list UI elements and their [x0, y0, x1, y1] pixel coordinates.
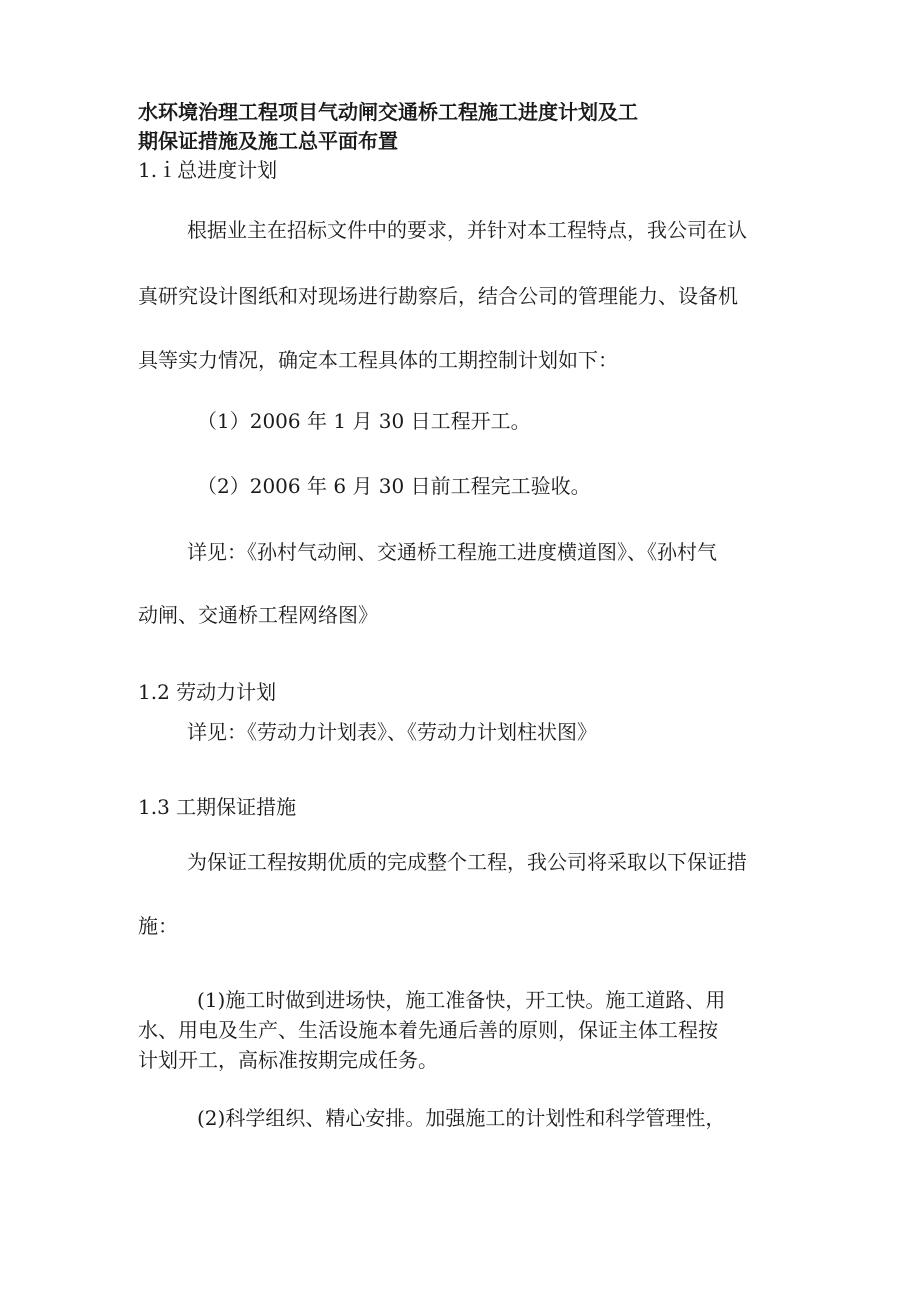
schedule-reference-line-1: 详见：《孙村气动闸、交通桥工程施工进度横道图》、《孙村气	[187, 540, 717, 564]
measure-1-line-1: (1)施工时做到进场快，施工准备快，开工快。施工道路、用	[197, 988, 726, 1012]
document-title-line-2: 期保证措施及施工总平面布置	[138, 129, 398, 153]
schedule-paragraph-line-3: 具等实力情况，确定本工程具体的工期控制计划如下：	[138, 348, 618, 372]
labor-reference: 详见：《劳动力计划表》、《劳动力计划柱状图》	[187, 720, 597, 744]
section-heading-labor: 1.2 劳动力计划	[138, 680, 277, 704]
measure-1-line-2: 水、用电及生产、生活设施本着先通后善的原则，保证主体工程按	[138, 1018, 718, 1042]
schedule-reference-line-2: 动闸、交通桥工程网络图》	[138, 603, 378, 627]
guarantee-intro-line-2: 施：	[138, 914, 178, 938]
schedule-paragraph-line-1: 根据业主在招标文件中的要求，并针对本工程特点，我公司在认	[187, 218, 747, 242]
section-heading-guarantee: 1.3 工期保证措施	[138, 795, 297, 819]
measure-2-line-1: (2)科学组织、精心安排。加强施工的计划性和科学管理性，	[197, 1106, 726, 1130]
section-heading-schedule: 1.ｉ总进度计划	[138, 158, 278, 182]
guarantee-intro-line-1: 为保证工程按期优质的完成整个工程，我公司将采取以下保证措	[187, 850, 747, 874]
schedule-item-start: （1）2006 年 1 月 30 日工程开工。	[197, 409, 531, 433]
schedule-item-complete: （2）2006 年 6 月 30 日前工程完工验收。	[197, 474, 591, 498]
schedule-paragraph-line-2: 真研究设计图纸和对现场进行勘察后，结合公司的管理能力、设备机	[138, 284, 738, 308]
document-title-line-1: 水环境治理工程项目气动闸交通桥工程施工进度计划及工	[138, 100, 638, 124]
measure-1-line-3: 计划开工，高标准按期完成任务。	[138, 1048, 438, 1072]
